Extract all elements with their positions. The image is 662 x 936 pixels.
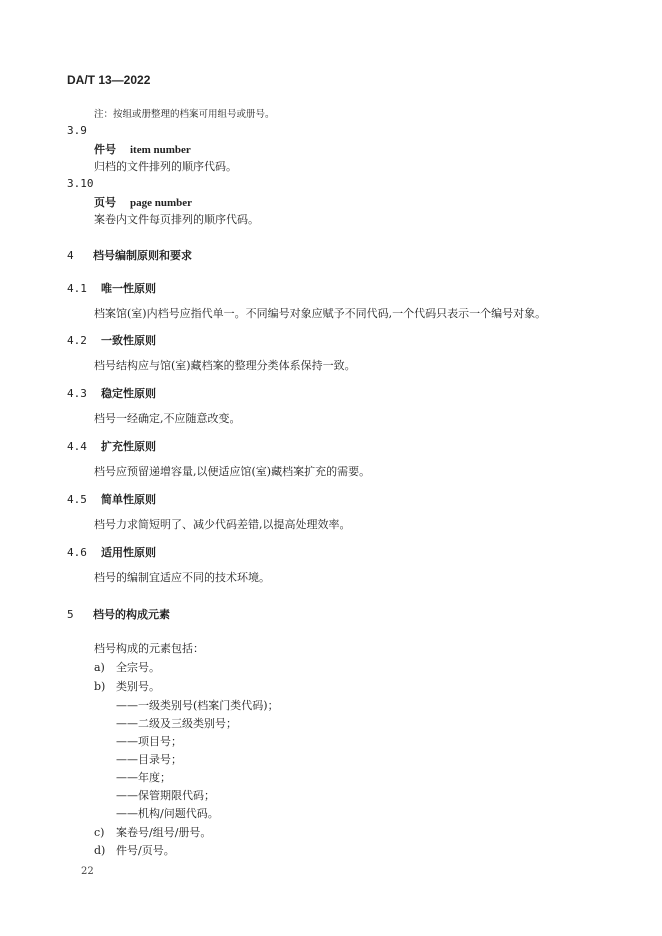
subsection-title: 唯一性原则: [101, 283, 156, 295]
doc-id-header: DA/T 13—2022: [67, 73, 151, 87]
section-heading: [67, 247, 192, 263]
subsection-heading: [67, 385, 156, 401]
list-intro: 档号构成的元素包括：: [94, 642, 204, 655]
note: 注：按组或册整理的档案可用组号或册号。: [94, 109, 275, 120]
section-heading: [67, 606, 170, 622]
list-text: 全宗号。: [116, 661, 160, 674]
subsection-number: 4.4: [67, 440, 87, 453]
term-definition: 归档的文件排列的顺序代码。: [94, 160, 237, 173]
sub-list-item: ——项目号；: [116, 735, 182, 748]
sub-list-item: ——年度；: [116, 771, 171, 784]
subsection-text: 档号应预留递增容量,以便适应馆(室)藏档案扩充的需要。: [94, 465, 371, 478]
subsection-heading: [67, 280, 156, 296]
list-item: [94, 659, 160, 675]
term-definition: 案卷内文件每页排列的顺序代码。: [94, 213, 259, 226]
list-item: [94, 678, 160, 694]
sub-list-item: ——二级及三级类别号；: [116, 717, 237, 730]
sub-list-item: ——机构/问题代码。: [116, 807, 219, 820]
term-zh: 件号: [94, 144, 116, 156]
section-number: 4: [67, 249, 74, 262]
term-heading: [94, 194, 192, 210]
subsection-number: 4.5: [67, 493, 87, 506]
subsection-heading: [67, 491, 156, 507]
subsection-text: 档号结构应与馆(室)藏档案的整理分类体系保持一致。: [94, 359, 356, 372]
list-marker: a): [94, 661, 105, 674]
subsection-title: 简单性原则: [101, 494, 156, 506]
term-zh: 页号: [94, 197, 116, 209]
list-text: 类别号。: [116, 680, 160, 693]
subsection-heading: [67, 332, 156, 348]
sub-list-item: ——目录号；: [116, 753, 182, 766]
subsection-text: 档号力求简短明了、减少代码差错,以提高处理效率。: [94, 518, 351, 531]
list-marker: c): [94, 826, 105, 839]
term-en: page number: [130, 197, 193, 209]
page-number: 22: [81, 866, 94, 877]
subsection-text: 档号一经确定,不应随意改变。: [94, 412, 241, 425]
subsection-text: 档案馆(室)内档号应指代单一。不同编号对象应赋予不同代码,一个代码只表示一个编号对象。: [94, 307, 547, 320]
subsection-title: 扩充性原则: [101, 441, 156, 453]
list-text: 件号/页号。: [116, 844, 175, 857]
subsection-title: 适用性原则: [101, 547, 156, 559]
sub-list-item: ——一级类别号(档案门类代码)；: [116, 699, 279, 712]
section-title: 档号编制原则和要求: [93, 250, 192, 262]
subsection-number: 4.2: [67, 334, 87, 347]
subsection-heading: [67, 438, 156, 454]
subsection-text: 档号的编制宜适应不同的技术环境。: [94, 571, 270, 584]
list-marker: b): [94, 680, 106, 693]
subsection-number: 4.3: [67, 387, 87, 400]
term-number: 3.10: [67, 177, 94, 190]
list-item: [94, 842, 175, 858]
section-number: 5: [67, 608, 74, 621]
list-marker: d): [94, 844, 106, 857]
sub-list-item: ——保管期限代码；: [116, 789, 215, 802]
subsection-title: 一致性原则: [101, 335, 156, 347]
subsection-number: 4.6: [67, 546, 87, 559]
subsection-heading: [67, 544, 156, 560]
list-item: [94, 824, 211, 840]
term-number: 3.9: [67, 124, 87, 137]
term-heading: [94, 141, 191, 157]
term-en: item number: [130, 144, 191, 156]
subsection-title: 稳定性原则: [101, 388, 156, 400]
section-title: 档号的构成元素: [93, 609, 170, 621]
list-text: 案卷号/组号/册号。: [116, 826, 212, 839]
subsection-number: 4.1: [67, 282, 87, 295]
